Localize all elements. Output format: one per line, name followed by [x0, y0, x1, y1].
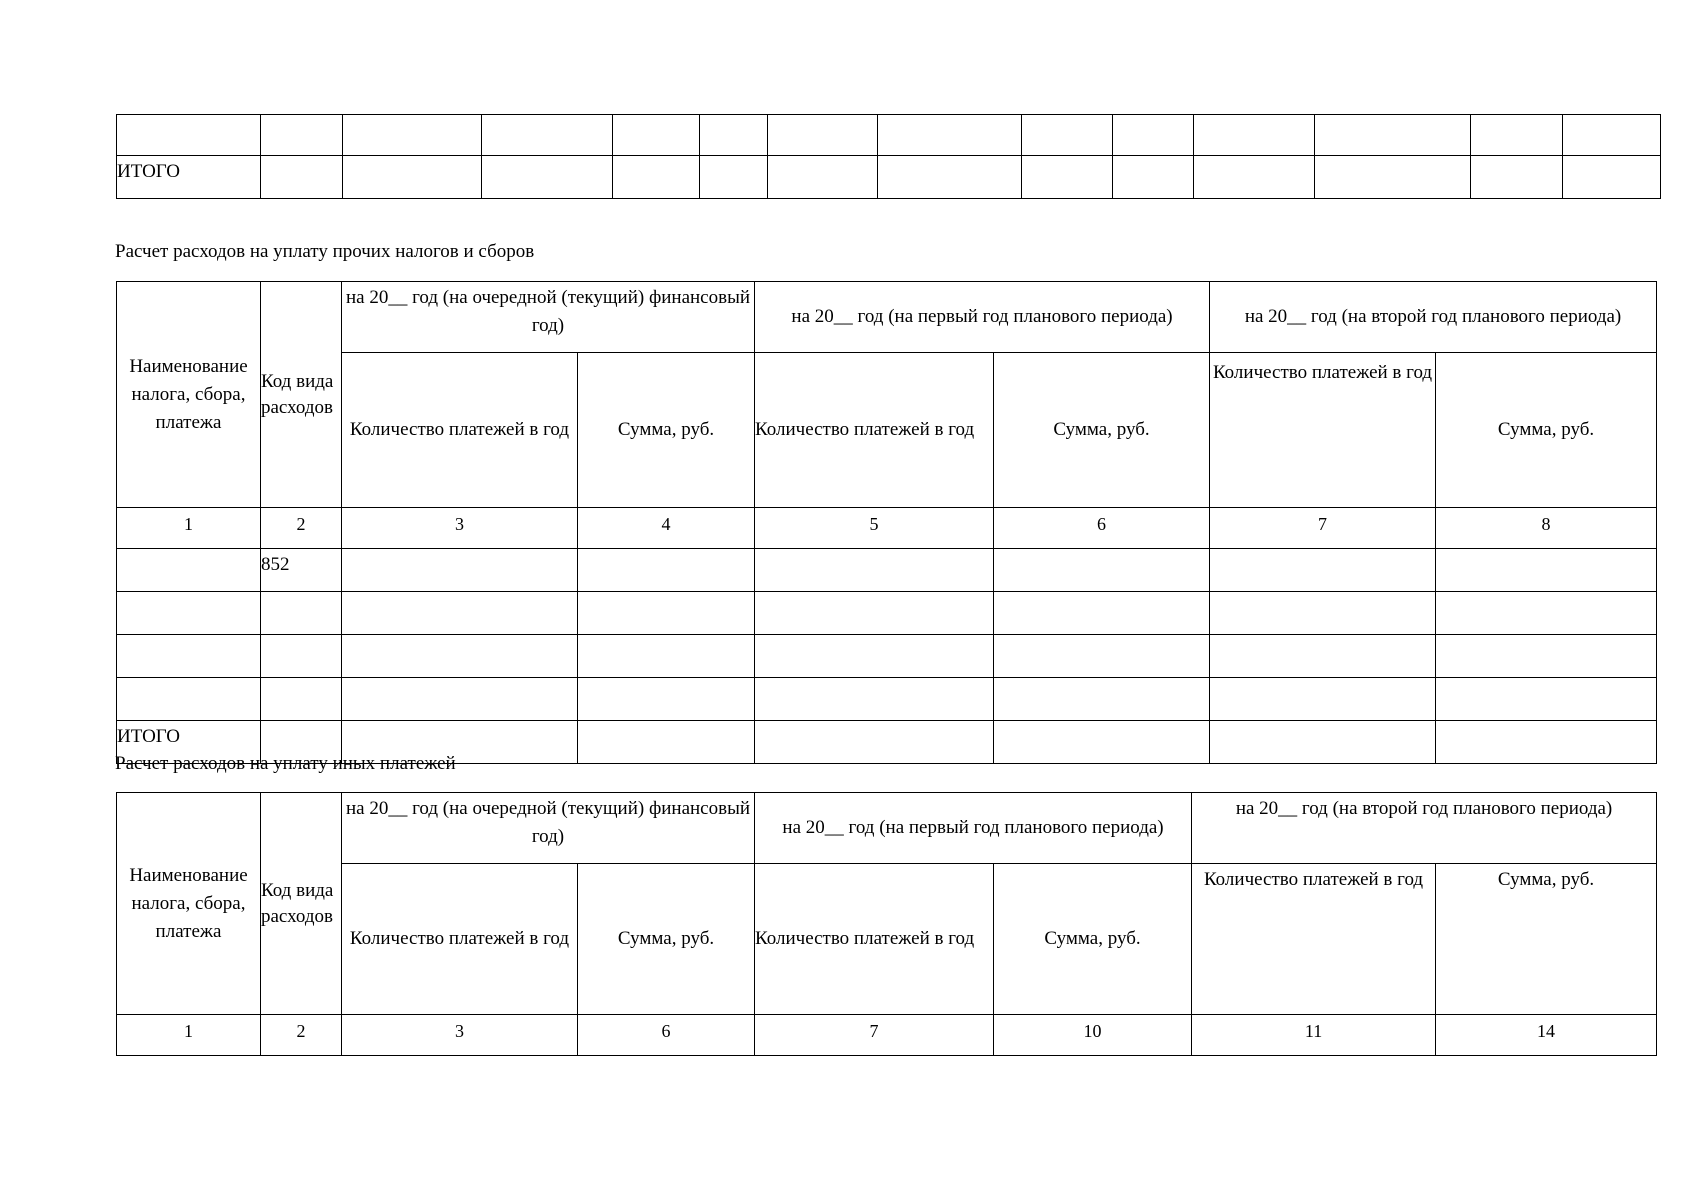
table-cell: [342, 635, 578, 678]
table-cell: [994, 549, 1210, 592]
table-cell: [1436, 592, 1657, 635]
header-name: Наименование налога, сбора, платежа: [117, 793, 261, 1015]
table-cell: [578, 592, 755, 635]
table-row: [117, 635, 1657, 678]
table-cell: [261, 115, 343, 156]
table-cell: [342, 549, 578, 592]
table-cell: [613, 115, 700, 156]
header-sum-current: Сумма, руб.: [578, 353, 755, 508]
subheader-row: [117, 353, 1657, 508]
header-name: Наименование налога, сбора, платежа: [117, 282, 261, 508]
column-number: 4: [578, 508, 755, 549]
header-sum-first: Сумма, руб.: [994, 353, 1210, 508]
table-cell: [578, 721, 755, 764]
header-sum-second: Сумма, руб.: [1436, 864, 1657, 1015]
header-row: [117, 282, 1657, 353]
table-cell: [117, 115, 261, 156]
table-cell: [1022, 156, 1113, 199]
top-partial-table: [116, 114, 1661, 199]
table-cell: [700, 156, 768, 199]
table-cell: [1194, 156, 1315, 199]
table-cell: [578, 635, 755, 678]
table-cell: [1436, 635, 1657, 678]
table-cell: [1563, 115, 1661, 156]
column-number: 8: [1436, 508, 1657, 549]
table-cell: [1210, 549, 1436, 592]
header-count-first: Количество платежей в год: [755, 353, 994, 508]
table-row: [117, 592, 1657, 635]
table-cell: [1315, 115, 1471, 156]
column-number: 3: [342, 508, 578, 549]
header-row: [117, 793, 1657, 864]
table-cell: [994, 678, 1210, 721]
table-cell: [878, 115, 1022, 156]
table-cell: [613, 156, 700, 199]
table-cell: [1113, 156, 1194, 199]
header-count-second: Количество платежей в год: [1192, 864, 1436, 1015]
table-cell: [261, 592, 342, 635]
table-cell: [117, 635, 261, 678]
table-row: [117, 678, 1657, 721]
other-taxes-table: [116, 281, 1657, 764]
table-cell: [1471, 156, 1563, 199]
table-cell: [261, 635, 342, 678]
column-number: 2: [261, 508, 342, 549]
table-cell: [578, 549, 755, 592]
header-year-first: на 20__ год (на первый год планового периода): [755, 282, 1210, 353]
table-cell: [1436, 721, 1657, 764]
table-cell: [1194, 115, 1315, 156]
section-caption-other-taxes: Расчет расходов на уплату прочих налогов и сборов: [115, 241, 535, 262]
column-number: 14: [1436, 1015, 1657, 1056]
table-cell: [768, 156, 878, 199]
header-sum-current: Сумма, руб.: [578, 864, 755, 1015]
column-number: 10: [994, 1015, 1192, 1056]
column-number-row: [117, 508, 1657, 549]
table-cell: [343, 115, 482, 156]
column-number-row: [117, 1015, 1657, 1056]
table-row: [117, 549, 1657, 592]
column-number: 6: [578, 1015, 755, 1056]
table-cell: [755, 549, 994, 592]
table-cell: [755, 592, 994, 635]
table-cell: [768, 115, 878, 156]
table-cell: [1563, 156, 1661, 199]
expense-code-cell: 852: [261, 549, 342, 592]
other-payments-table: [116, 792, 1657, 1056]
column-number: 3: [342, 1015, 578, 1056]
header-year-second: на 20__ год (на второй год планового периода): [1192, 793, 1657, 864]
total-label: ИТОГО: [117, 721, 261, 764]
header-year-current: на 20__ год (на очередной (текущий) финансовый год): [342, 793, 755, 864]
table-cell: [1210, 592, 1436, 635]
table-cell: [1210, 678, 1436, 721]
column-number: 2: [261, 1015, 342, 1056]
column-number: 7: [1210, 508, 1436, 549]
header-year-current: на 20__ год (на очередной (текущий) финансовый год): [342, 282, 755, 353]
table-cell: [1210, 635, 1436, 678]
table-cell: [342, 592, 578, 635]
table-cell: [261, 678, 342, 721]
table-cell: [1210, 721, 1436, 764]
table-cell: [1436, 678, 1657, 721]
header-code: Код вида расходов: [261, 793, 342, 1015]
column-number: 5: [755, 508, 994, 549]
table-cell: [117, 549, 261, 592]
column-number: 7: [755, 1015, 994, 1056]
table-cell: [117, 592, 261, 635]
table-row: [117, 115, 1661, 156]
table-cell: [1022, 115, 1113, 156]
table-cell: [994, 721, 1210, 764]
table-cell: [343, 156, 482, 199]
table-cell: [994, 592, 1210, 635]
section-caption-other-payments: Расчет расходов на уплату иных платежей: [115, 753, 456, 774]
table-cell: [342, 678, 578, 721]
table-cell: [994, 635, 1210, 678]
table-cell: [700, 115, 768, 156]
header-count-first: Количество платежей в год: [755, 864, 994, 1015]
table-cell: [1471, 115, 1563, 156]
column-number: 11: [1192, 1015, 1436, 1056]
header-year-second: на 20__ год (на второй год планового периода): [1210, 282, 1657, 353]
header-count-current: Количество платежей в год: [342, 353, 578, 508]
table-cell: [261, 156, 343, 199]
header-count-second: Количество платежей в год: [1210, 353, 1436, 508]
table-cell: [755, 635, 994, 678]
subheader-row: [117, 864, 1657, 1015]
table-cell: [482, 156, 613, 199]
table-cell: [878, 156, 1022, 199]
header-year-first: на 20__ год (на первый год планового периода): [755, 793, 1192, 864]
table-cell: [755, 678, 994, 721]
table-cell: [755, 721, 994, 764]
total-row: [117, 156, 1661, 199]
column-number: 1: [117, 508, 261, 549]
table-cell: [1436, 549, 1657, 592]
table-cell: [1315, 156, 1471, 199]
table-cell: [482, 115, 613, 156]
column-number: 6: [994, 508, 1210, 549]
column-number: 1: [117, 1015, 261, 1056]
header-count-current: Количество платежей в год: [342, 864, 578, 1015]
header-code: Код вида расходов: [261, 282, 342, 508]
header-sum-second: Сумма, руб.: [1436, 353, 1657, 508]
header-sum-first: Сумма, руб.: [994, 864, 1192, 1015]
total-label: ИТОГО: [117, 156, 261, 199]
table-cell: [117, 678, 261, 721]
table-cell: [1113, 115, 1194, 156]
table-cell: [578, 678, 755, 721]
